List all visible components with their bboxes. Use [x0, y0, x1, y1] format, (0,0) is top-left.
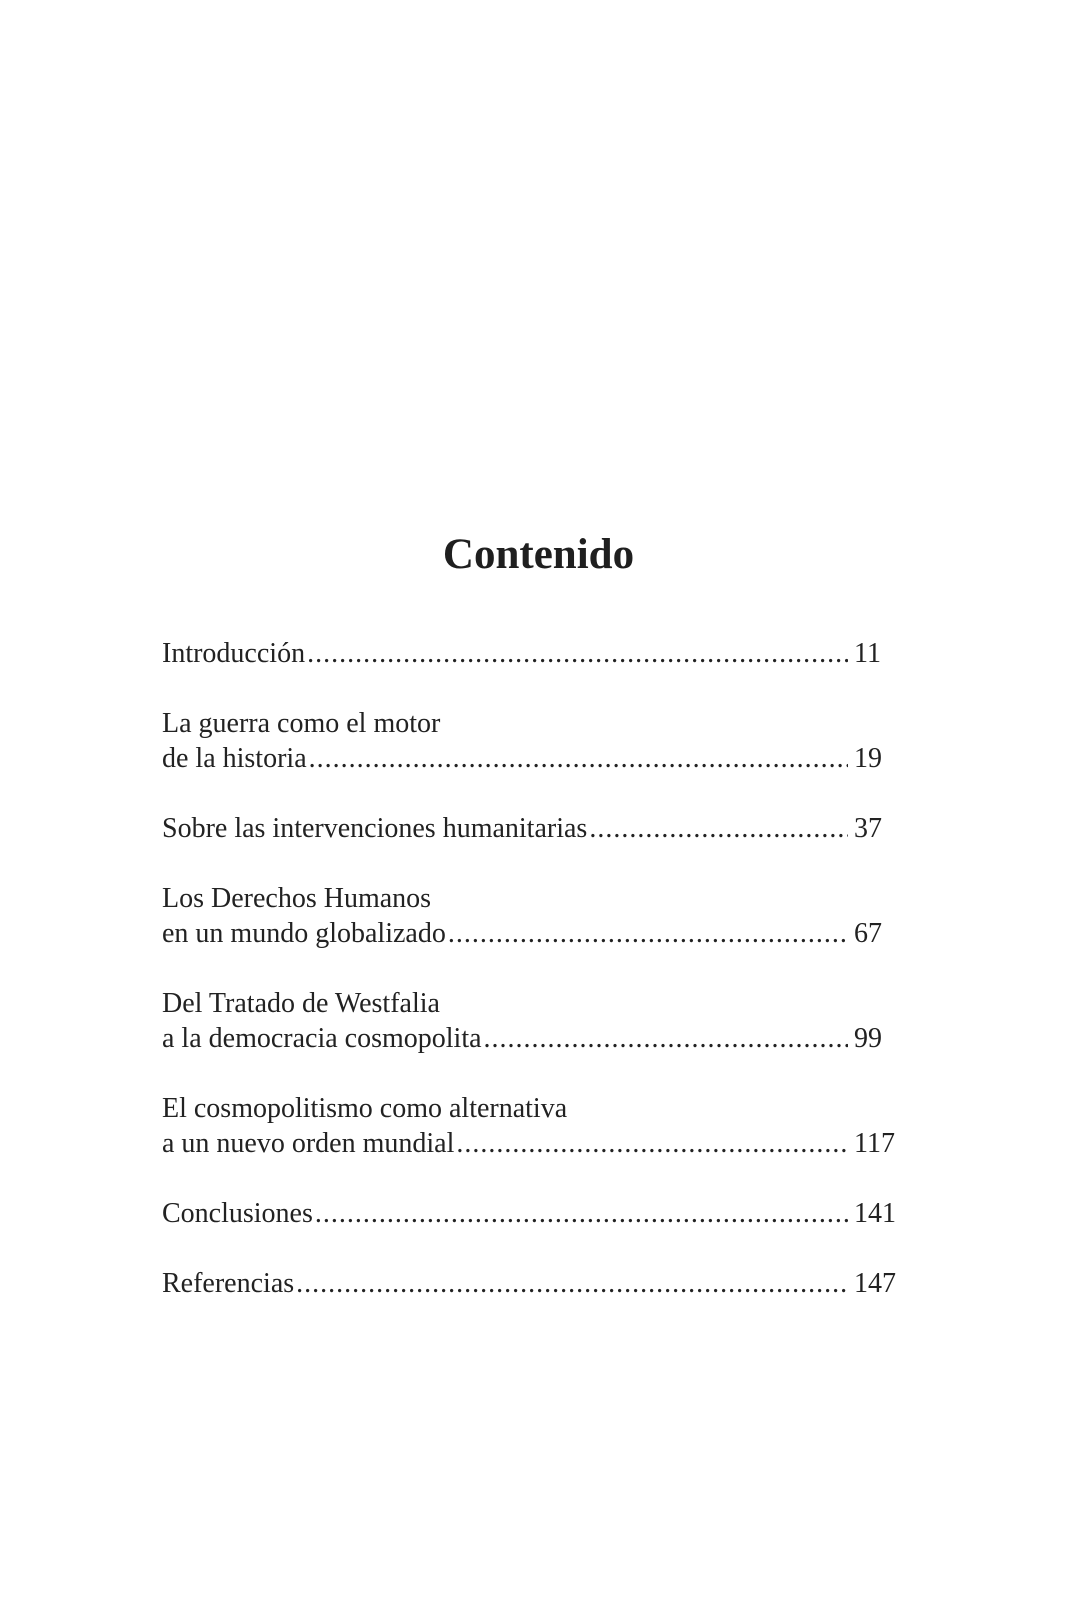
toc-entry-line	[162, 1266, 908, 1301]
leader-dots	[296, 1266, 848, 1301]
toc-entry-derechos-humanos[interactable]	[162, 881, 908, 951]
toc-entry-title: Referencias	[162, 1268, 295, 1299]
toc-entry-title-line: La guerra como el motor	[162, 708, 441, 739]
toc-entry-line	[162, 1126, 908, 1161]
toc-page-number: 37	[854, 813, 882, 844]
toc-entry-referencias[interactable]	[162, 1266, 908, 1301]
toc-entry-title: a un nuevo orden mundial	[162, 1128, 455, 1159]
toc-entry-title: en un mundo globalizado	[162, 918, 446, 949]
toc-entry-title: a la democracia cosmopolita	[162, 1023, 482, 1054]
toc-page-number: 11	[854, 638, 881, 669]
toc-entry-title-line: El cosmopolitismo como alternativa	[162, 1093, 568, 1124]
toc-page-number: 19	[854, 743, 882, 774]
toc-entry-introduccion[interactable]	[162, 636, 908, 671]
toc-entry-title: Sobre las intervenciones humanitarias	[162, 813, 588, 844]
leader-dots	[448, 916, 848, 951]
toc-entry-title: Introducción	[162, 638, 306, 669]
toc-entry-line	[162, 1021, 908, 1056]
toc-entry-guerra[interactable]	[162, 706, 908, 776]
toc-entry-conclusiones[interactable]	[162, 1196, 908, 1231]
toc-entry-title-line: Los Derechos Humanos	[162, 883, 432, 914]
table-of-contents	[162, 636, 908, 1301]
toc-entry-cosmopolitismo[interactable]	[162, 1091, 908, 1161]
toc-entry-line	[162, 1196, 908, 1231]
page-title: Contenido	[442, 531, 635, 578]
toc-page-number: 67	[854, 918, 882, 949]
toc-entry-title: Conclusiones	[162, 1198, 313, 1229]
toc-entry-line	[162, 916, 908, 951]
leader-dots	[589, 811, 848, 846]
toc-page-number: 141	[854, 1198, 896, 1229]
leader-dots	[456, 1126, 848, 1161]
leader-dots	[307, 636, 848, 671]
toc-entry-line	[162, 741, 908, 776]
toc-entry-title: de la historia	[162, 743, 307, 774]
toc-entry-intervenciones[interactable]	[162, 811, 908, 846]
toc-entry-title-line: Del Tratado de Westfalia	[162, 988, 440, 1019]
toc-entry-line	[162, 636, 908, 671]
toc-page-number: 117	[854, 1128, 895, 1159]
leader-dots	[309, 741, 848, 776]
leader-dots	[315, 1196, 848, 1231]
toc-entry-line	[162, 811, 908, 846]
toc-page-number: 99	[854, 1023, 882, 1054]
toc-page-number: 147	[854, 1268, 896, 1299]
toc-entry-westfalia[interactable]	[162, 986, 908, 1056]
leader-dots	[484, 1021, 848, 1056]
